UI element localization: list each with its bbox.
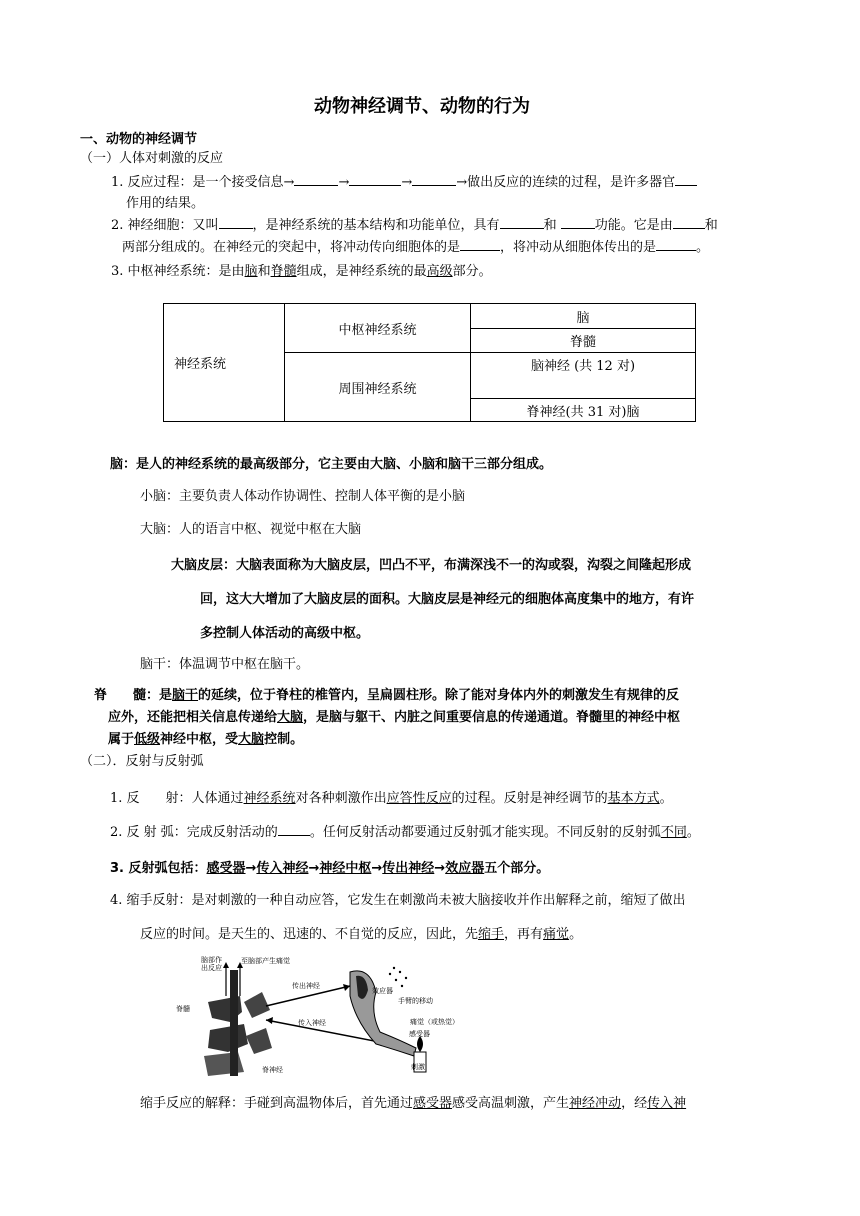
figure-label-brain-response xyxy=(201,956,222,972)
item2-text-g: ，将冲动从细胞体传出的是 xyxy=(500,240,657,255)
underlined-pain: 痛觉 xyxy=(543,927,570,942)
item-2-line-1 xyxy=(111,216,718,235)
r2-text-c: 。 xyxy=(686,825,700,840)
figure-label-afferent: 传入神经 xyxy=(298,1019,326,1027)
spinal-text-l2b: ，是脑与躯干、内脏之间重要信息的传递通道。脊髓里的神经中枢 xyxy=(303,710,681,725)
spinal-text-l2a: 应外，还能把相关信息传递给 xyxy=(108,710,278,725)
blank xyxy=(460,238,500,251)
underlined-cerebrum: 大脑 xyxy=(277,710,304,725)
explain-text-b: 感受高温刺激，产生 xyxy=(452,1096,570,1111)
underlined-high: 高级 xyxy=(426,264,453,279)
underlined-receptor: 感受器 xyxy=(206,861,246,876)
underlined-cerebrum-2: 大脑 xyxy=(238,732,265,747)
item2-text-b: ，是神经系统的基本结构和功能单位，具有 xyxy=(252,218,500,233)
arrow: → xyxy=(338,175,350,190)
figure-label-efferent: 传出神经 xyxy=(292,982,320,990)
reflex-arc-figure xyxy=(200,952,440,1080)
blank xyxy=(500,216,544,229)
spinal-cord-line-1 xyxy=(94,684,679,703)
arrow: → xyxy=(245,861,257,876)
title-text: 动物神经调节、动物的行为 xyxy=(314,96,530,117)
r4-text-b: ，再有 xyxy=(504,927,544,942)
arrow: → xyxy=(371,861,383,876)
spinal-text-l3c: 控制。 xyxy=(264,732,304,747)
spinal-text-b: 的延续，位于脊柱的椎管内，呈扁圆柱形。除了能对身体内外的刺激发生有规律的反 xyxy=(198,688,680,703)
blank xyxy=(675,173,697,186)
table-spine-cell: 脊髓 xyxy=(471,329,696,353)
page-title xyxy=(314,92,530,118)
nervous-system-table xyxy=(163,303,696,422)
spinal-cord-line-3 xyxy=(108,728,303,747)
underlined-effector: 效应器 xyxy=(445,861,485,876)
subsection-heading-2: （二）．反射与反射弧 xyxy=(80,754,204,769)
table-root-cell: 神经系统 xyxy=(164,304,285,422)
underlined-afferent: 传入神经 xyxy=(256,861,309,876)
underlined-brain: 脑 xyxy=(244,264,258,279)
underlined-basic-way: 基本方式 xyxy=(607,791,660,806)
item-1-line-1 xyxy=(111,173,697,192)
explanation-line xyxy=(140,1094,686,1113)
item2-text-a: 2. 神经细胞：又叫 xyxy=(111,218,219,233)
table-peripheral-cell: 周围神经系统 xyxy=(285,353,471,422)
cerebrum-line: 大脑：人的语言中枢、视觉中枢在大脑 xyxy=(140,522,362,537)
figure-label-to-brain: 至脑部产生痛觉 xyxy=(241,957,290,965)
spinal-cord-label: 脊 髓： xyxy=(94,688,160,703)
underlined-impulse: 神经冲动 xyxy=(569,1096,622,1111)
reflex-item-1 xyxy=(110,789,673,808)
cortex-line-3: 多控制人体活动的高级中枢。 xyxy=(200,626,370,641)
figure-label-arm-move: 手臂的移动 xyxy=(398,997,433,1005)
blank xyxy=(412,173,456,186)
reflex-item-4-line-2 xyxy=(140,925,582,944)
blank xyxy=(294,173,338,186)
item1-text-a: 1. 反应过程：是一个接受信息→ xyxy=(111,175,295,190)
item3-and: 和 xyxy=(257,264,271,279)
underlined-center: 神经中枢 xyxy=(319,861,372,876)
figure-label-spinal-nerve: 脊神经 xyxy=(262,1066,283,1074)
blank xyxy=(349,173,401,186)
r3-text-a: 3. 反射弧包括： xyxy=(110,861,207,876)
underlined-low: 低级 xyxy=(134,732,161,747)
r3-text-end: 五个部分。 xyxy=(484,861,550,876)
reflex-item-4-line-1: 4. 缩手反射：是对刺激的一种自动应答，它发生在刺激尚未被大脑接收并作出解释之前，缩短了做出 xyxy=(110,893,686,908)
arrowhead xyxy=(266,1017,273,1024)
r2-text-b: 。任何反射活动都要通过反射弧才能实现。不同反射的反射弧 xyxy=(309,825,661,840)
r1-text-c: 的过程。反射是神经调节的 xyxy=(451,791,608,806)
item-2-line-2 xyxy=(122,238,709,257)
arrow: → xyxy=(434,861,446,876)
item-1-line-2: 作用的结果。 xyxy=(126,196,205,211)
underlined-spine: 脊髓 xyxy=(270,264,297,279)
r1-text-a: 1. 反 射：人体通过 xyxy=(110,791,244,806)
underlined-withdraw: 缩手 xyxy=(478,927,505,942)
spinal-text-l3b: 神经中枢，受 xyxy=(160,732,239,747)
figure-label-stimulus: 刺激 xyxy=(411,1063,425,1071)
r4-text-a: 反应的时间。是天生的、迅速的、不自觉的反应，因此，先 xyxy=(140,927,479,942)
table-cranial-cell: 脑神经 (共 12 对) xyxy=(471,353,696,399)
underlined-afferent: 传入神 xyxy=(647,1096,687,1111)
item3-text-c: 部分。 xyxy=(452,264,492,279)
item2-text-f: 两部分组成的。在神经元的突起中，将冲动传向细胞体的是 xyxy=(122,240,461,255)
label-text: 出反应 xyxy=(201,964,222,972)
blank xyxy=(656,238,696,251)
table-brain-cell: 脑 xyxy=(471,304,696,329)
figure-label-effector: 效应器 xyxy=(372,987,393,995)
explain-text-c: ，经 xyxy=(621,1096,648,1111)
arrow: → xyxy=(308,861,320,876)
table-central-cell: 中枢神经系统 xyxy=(285,304,471,353)
r2-text-a: 2. 反 射 弧：完成反射活动的 xyxy=(110,825,278,840)
reflex-item-2 xyxy=(110,823,700,842)
blank xyxy=(673,216,705,229)
spinal-column-illustration xyxy=(204,970,272,1076)
underlined-brainstem: 脑干 xyxy=(172,688,199,703)
underlined-nervous-system: 神经系统 xyxy=(243,791,296,806)
item3-text-a: 3. 中枢神经系统：是由 xyxy=(111,264,245,279)
spinal-cord-line-2 xyxy=(108,706,680,725)
underlined-different: 不同 xyxy=(660,825,687,840)
explain-text-a: 缩手反应的解释：手碰到高温物体后，首先通过 xyxy=(140,1096,414,1111)
item1-text-d: →做出反应的连续的过程，是许多器官 xyxy=(456,175,676,190)
figure-label-pain: 痛觉（或热觉） xyxy=(410,1018,459,1026)
item2-text-h: 。 xyxy=(696,240,710,255)
item2-text-d: 功能。它是由 xyxy=(594,218,673,233)
item-3-line xyxy=(111,262,492,281)
underlined-efferent: 传出神经 xyxy=(382,861,435,876)
brain-paragraph: 脑：是人的神经系统的最高级部分，它主要由大脑、小脑和脑干三部分组成。 xyxy=(110,457,553,472)
reflex-item-3 xyxy=(110,857,549,876)
motion-dots xyxy=(389,967,407,987)
item2-text-e: 和 xyxy=(704,218,718,233)
blank xyxy=(219,216,253,229)
arrowhead xyxy=(223,962,229,968)
arrowhead xyxy=(343,984,350,991)
r1-text-b: 对各种刺激作出 xyxy=(295,791,387,806)
spinal-text-l3a: 属于 xyxy=(108,732,135,747)
cortex-line-2: 回，这大大增加了大脑皮层的面积。大脑皮层是神经元的细胞体高度集中的地方，有许 xyxy=(200,592,695,607)
item2-text-c: 和 xyxy=(543,218,557,233)
label-text: 脑部作 xyxy=(201,956,222,964)
r4-text-c: 。 xyxy=(569,927,583,942)
table-spinal-nerve-cell: 脊神经(共 31 对)脑 xyxy=(471,399,696,422)
spinal-text-a: 是 xyxy=(159,688,173,703)
arrow: → xyxy=(401,175,413,190)
figure-label-receptor: 感受器 xyxy=(409,1030,430,1038)
r1-text-d: 。 xyxy=(659,791,673,806)
brainstem-line: 脑干：体温调节中枢在脑干。 xyxy=(140,657,310,672)
blank xyxy=(278,823,310,836)
figure-label-spine: 脊髓 xyxy=(176,1005,190,1013)
subsection-heading-1: （一）人体对刺激的反应 xyxy=(80,151,224,166)
cortex-line-1: 大脑皮层：大脑表面称为大脑皮层，凹凸不平，布满深浅不一的沟或裂，沟裂之间隆起形成 xyxy=(171,558,692,573)
section-heading-1: 一、动物的神经调节 xyxy=(80,132,198,147)
blank xyxy=(561,216,595,229)
item3-text-b: 组成，是神经系统的最 xyxy=(296,264,427,279)
underlined-response: 应答性反应 xyxy=(386,791,452,806)
underlined-receptor: 感受器 xyxy=(413,1096,453,1111)
cerebellum-line: 小脑：主要负责人体动作协调性、控制人体平衡的是小脑 xyxy=(140,489,466,504)
